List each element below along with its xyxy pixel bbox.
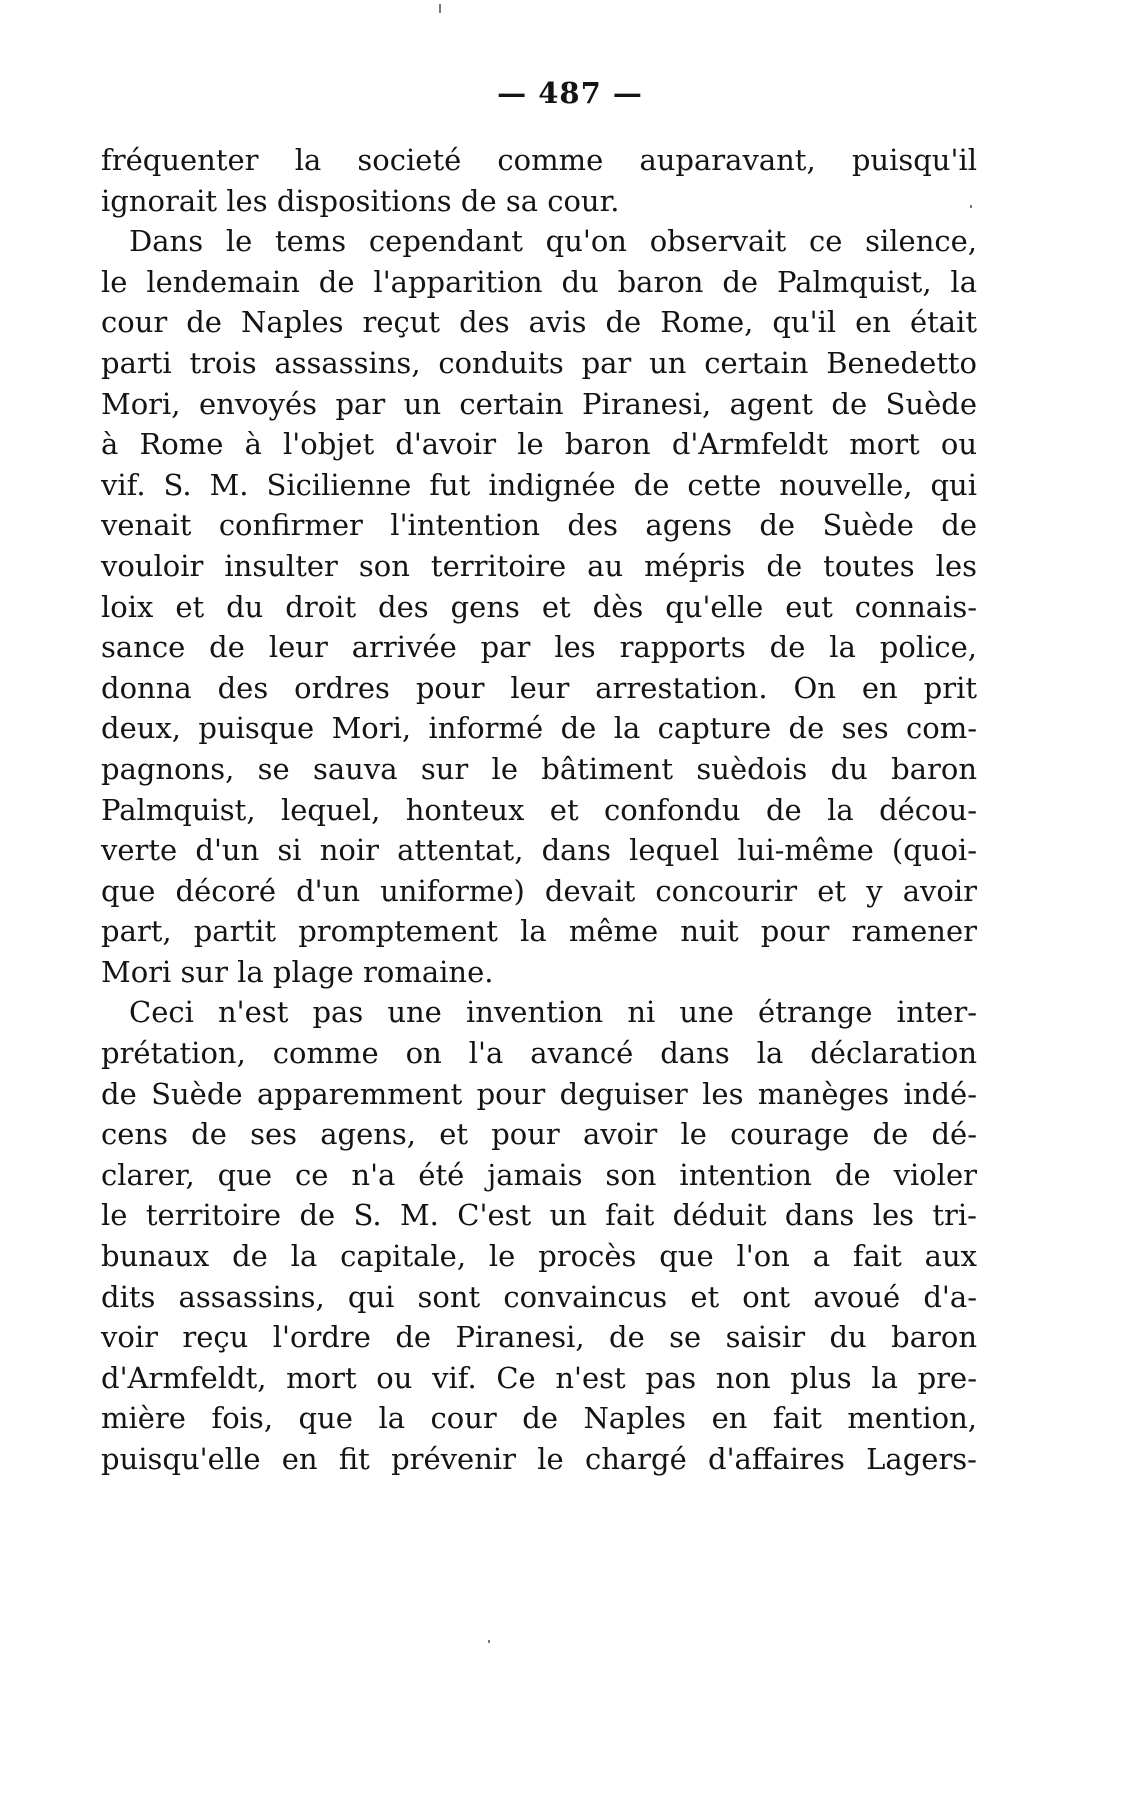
text-line: d'Armfeldt, mort ou vif. Ce n'est pas non plus la pre- [101, 1360, 977, 1395]
text-line: de Suède apparemment pour deguiser les manèges indé- [101, 1076, 977, 1111]
text-line: vouloir insulter son territoire au mépris de toutes les [101, 548, 977, 583]
print-speck [439, 4, 441, 13]
text-line: parti trois assassins, conduits par un certain Benedetto [101, 345, 977, 380]
body-text [101, 140, 977, 1480]
text-line: sance de leur arrivée par les rapports de la police, [101, 630, 977, 665]
text-line: part, partit promptement la même nuit pour ramener [101, 914, 977, 949]
text-line: le territoire de S. M. C'est un fait déduit dans les tri- [101, 1198, 977, 1233]
text-line: puisqu'elle en fit prévenir le chargé d'affaires Lagers- [101, 1442, 977, 1476]
text-line: loix et du droit des gens et dès qu'elle eut connais- [101, 589, 977, 624]
text-line: Ceci n'est pas une invention ni une étrange inter- [129, 995, 977, 1030]
text-line: donna des ordres pour leur arrestation. On en prit [101, 670, 977, 705]
text-line: que décoré d'un uniforme) devait concourir et y avoir [101, 873, 977, 908]
text-line: le lendemain de l'apparition du baron de Palmquist, la [101, 264, 977, 299]
text-line: cour de Naples reçut des avis de Rome, qu'il en était [101, 305, 977, 340]
text-line: venait confirmer l'intention des agens de Suède de [101, 508, 977, 543]
text-line: pagnons, se sauva sur le bâtiment suèdois du baron [101, 751, 977, 786]
print-speck [488, 1640, 490, 1643]
text-line: verte d'un si noir attentat, dans lequel lui-même (quoi- [101, 833, 977, 868]
text-line: Palmquist, lequel, honteux et confondu de la décou- [101, 792, 977, 827]
text-line: ignorait les dispositions de sa cour. [101, 183, 620, 218]
text-line: fréquenter la societé comme auparavant, puisqu'il [101, 143, 977, 177]
text-line: cens de ses agens, et pour avoir le courage de dé- [101, 1117, 977, 1152]
text-line: Mori sur la plage romaine. [101, 954, 494, 989]
text-line: dits assassins, qui sont convaincus et ont avoué d'a- [101, 1279, 977, 1314]
text-line: Dans le tems cependant qu'on observait ce silence, [129, 224, 977, 259]
text-line: voir reçu l'ordre de Piranesi, de se saisir du baron [101, 1320, 977, 1355]
print-speck [970, 205, 972, 208]
text-line: Mori, envoyés par un certain Piranesi, agent de Suède [101, 386, 977, 421]
page-number: — 487 — [497, 76, 643, 110]
text-line: prétation, comme on l'a avancé dans la déclaration [101, 1036, 977, 1071]
text-line: vif. S. M. Sicilienne fut indignée de cette nouvelle, qui [101, 467, 977, 502]
text-line: deux, puisque Mori, informé de la capture de ses com- [101, 711, 977, 746]
text-line: bunaux de la capitale, le procès que l'on a fait aux [101, 1239, 977, 1274]
text-line: à Rome à l'objet d'avoir le baron d'Armfeldt mort ou [101, 427, 977, 462]
text-line: mière fois, que la cour de Naples en fait mention, [101, 1401, 977, 1436]
text-line: clarer, que ce n'a été jamais son intention de violer [101, 1157, 977, 1192]
